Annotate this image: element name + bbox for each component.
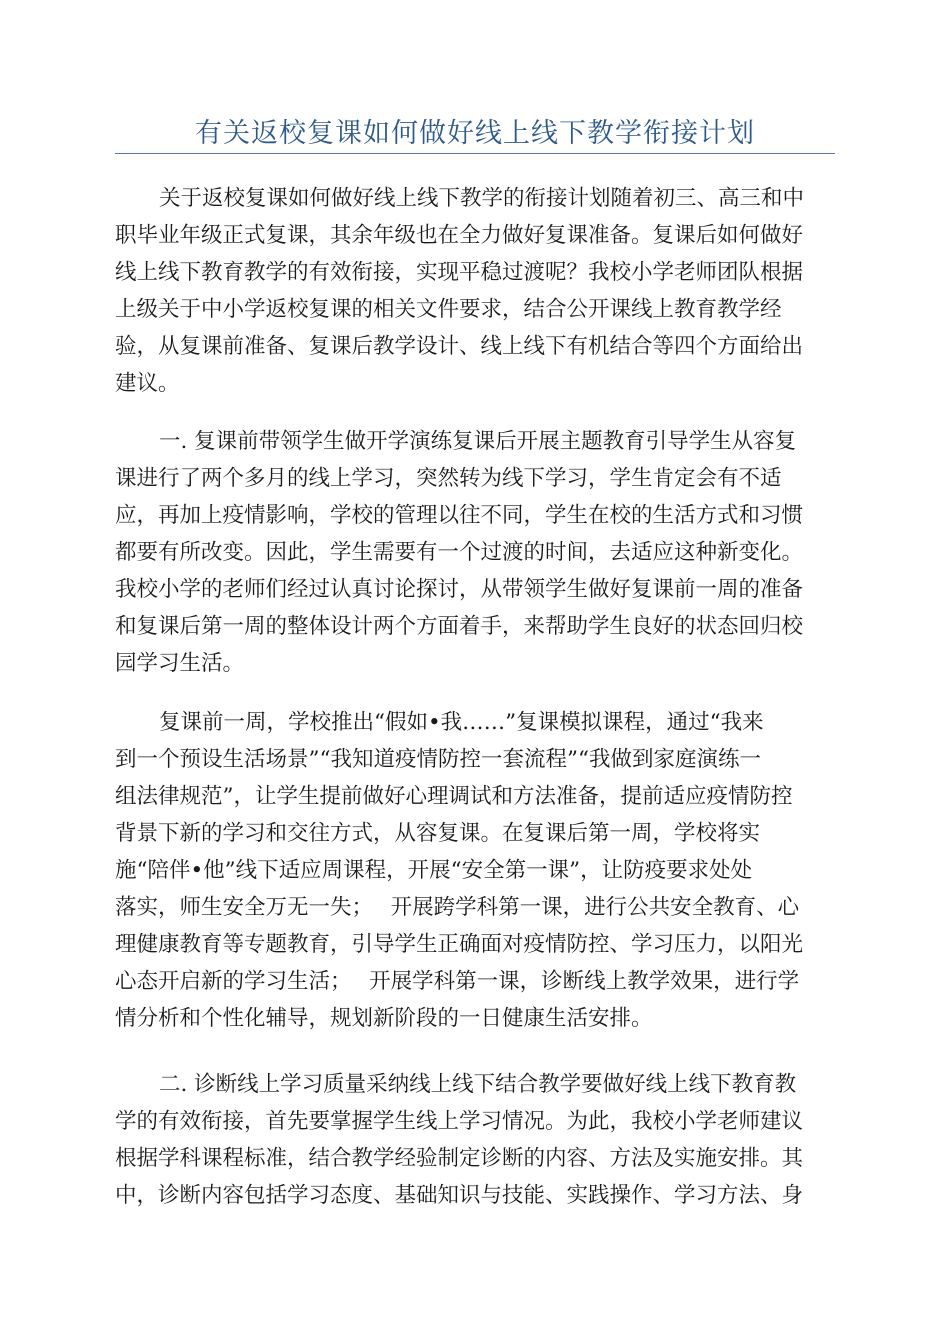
paragraph-line: 根据学科课程标准，结合教学经验制定诊断的内容、方法及实施安排。其 (115, 1146, 804, 1171)
paragraph-line: 上级关于中小学返校复课的相关文件要求，结合公开课线上教育教学经 (115, 297, 782, 322)
paragraph-line: 心态开启新的学习生活； 开展学科第一课，诊断线上教学效果，进行学 (115, 969, 800, 994)
paragraph-line: 学的有效衔接，首先要掌握学生线上学习情况。为此，我校小学老师建议 (115, 1109, 804, 1134)
paragraph-line: 园学习生活。 (115, 651, 245, 676)
paragraph-line: 关于返校复课如何做好线上线下教学的衔接计划随着初三、高三和中 (159, 186, 805, 211)
paragraph-line: 都要有所改变。因此，学生需要有一个过渡的时间，去适应这种新变化。 (115, 540, 804, 565)
paragraph-line: 背景下新的学习和交往方式，从容复课。在复课后第一周，学校将实 (115, 821, 761, 846)
paragraph-line: 建议。 (115, 371, 180, 396)
paragraph-line: 我校小学的老师们经过认真讨论探讨，从带领学生做好复课前一周的准备 (115, 577, 804, 602)
paragraph-section-one (115, 423, 835, 682)
paragraph-line: 中，诊断内容包括学习态度、基础知识与技能、实践操作、学习方法、身 (115, 1183, 804, 1208)
paragraph-line: 应，再加上疫情影响，学校的管理以往不同，学生在校的生活方式和习惯 (115, 503, 804, 528)
paragraph-line: 课进行了两个多月的线上学习，突然转为线下学习，学生肯定会有不适 (115, 466, 782, 491)
paragraph-line: 复课前一周，学校推出“假如•我……”复课模拟课程，通过“我来 (159, 710, 764, 735)
paragraph-pre-return-week (115, 704, 835, 1037)
paragraph-line: 落实，师生安全万无一失； 开展跨学科第一课，进行公共安全教育、心 (115, 895, 800, 920)
paragraph-line: 线上线下教育教学的有效衔接，实现平稳过渡呢？我校小学老师团队根据 (115, 260, 804, 285)
paragraph-section-two (115, 1066, 835, 1214)
paragraph-line: 理健康教育等专题教育，引导学生正确面对疫情防控、学习压力，以阳光 (115, 932, 804, 957)
paragraph-line: 到一个预设生活场景”“我知道疫情防控一套流程”“我做到家庭演练一 (115, 747, 761, 772)
document-title: 有关返校复课如何做好线上线下教学衔接计划 (195, 118, 755, 149)
paragraph-line: 施“陪伴•他”线下适应周课程，开展“安全第一课”，让防疫要求处处 (115, 858, 753, 883)
paragraph-line: 验，从复课前准备、复课后教学设计、线上线下有机结合等四个方面给出 (115, 334, 804, 359)
paragraph-line: 职毕业年级正式复课，其余年级也在全力做好复课准备。复课后如何做好 (115, 223, 804, 248)
paragraph-line: 和复课后第一周的整体设计两个方面着手，来帮助学生良好的状态回归校 (115, 614, 804, 639)
paragraph-line: 一. 复课前带领学生做开学演练复课后开展主题教育引导学生从容复 (159, 429, 797, 454)
title-underline (115, 153, 835, 154)
paragraph-line: 情分析和个性化辅导，规划新阶段的一日健康生活安排。 (115, 1006, 653, 1031)
paragraph-line: 二. 诊断线上学习质量采纳线上线下结合教学要做好线上线下教育教 (159, 1072, 797, 1097)
paragraph-intro (115, 180, 835, 402)
paragraph-line: 组法律规范”，让学生提前做好心理调试和方法准备，提前适应疫情防控 (115, 784, 793, 809)
